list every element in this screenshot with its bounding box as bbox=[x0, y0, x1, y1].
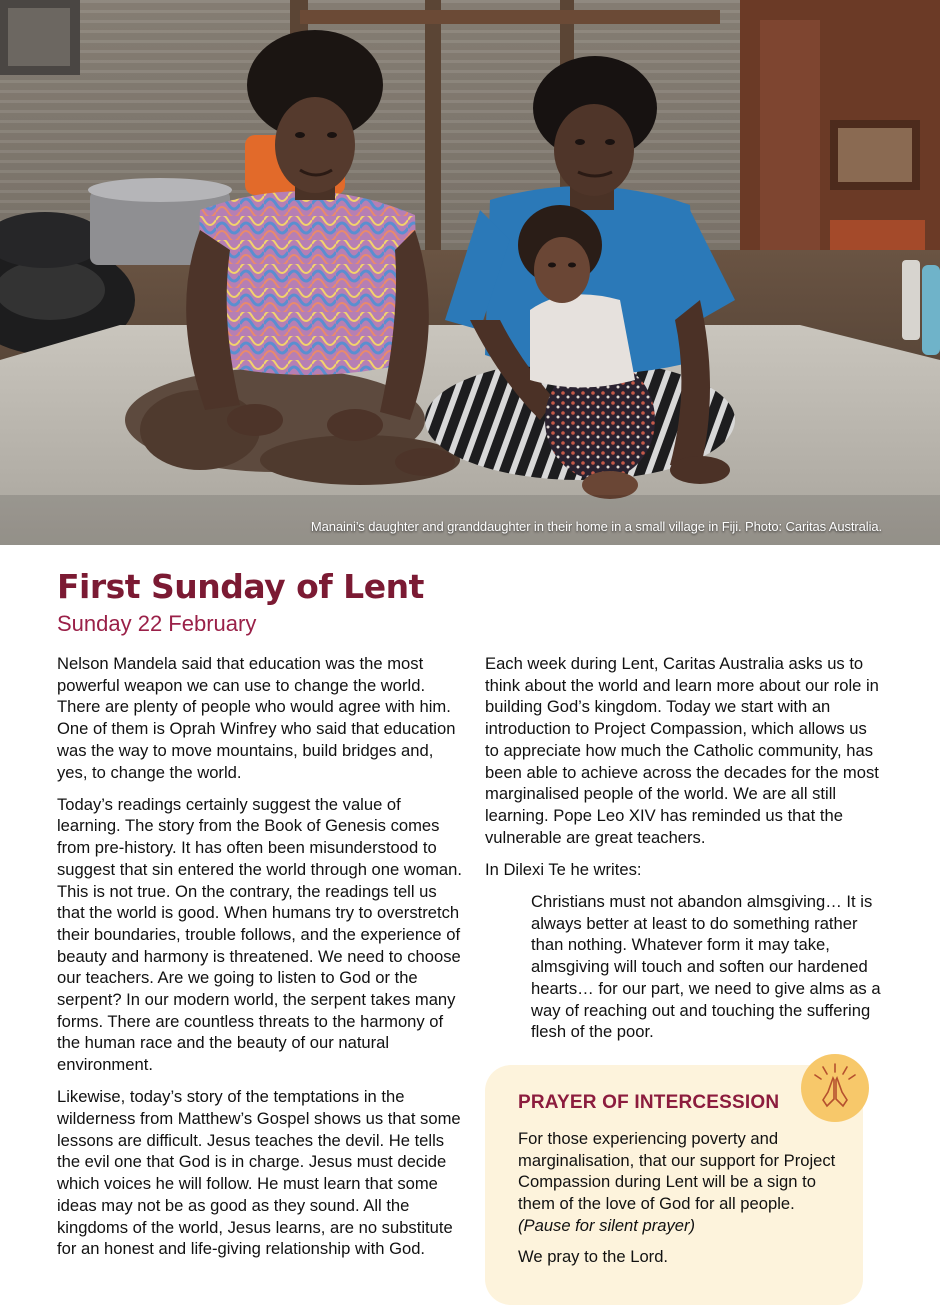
paragraph: Each week during Lent, Caritas Australia asks us to think about the world and learn more about our role in building God’s kingdom. Today we start with an introduction to Project Compassion, which allows us to appreciate how much the Catholic community, has been able to achieve across the decades for the most marginalised people of the world. We are all still learning. Pope Leo XIV has reminded us that the vulnerable are great teachers. bbox=[485, 654, 879, 847]
page-subtitle: Sunday 22 February bbox=[57, 611, 257, 636]
photo-caption: Manaini’s daughter and granddaughter in their home in a small village in Fiji. Photo: Caritas Australia. bbox=[310, 519, 882, 534]
prayer-pause: (Pause for silent prayer) bbox=[518, 1215, 696, 1235]
family-photo-illustration bbox=[0, 0, 940, 545]
paragraph: Nelson Mandela said that education was the most powerful weapon we can use to change the world. There are plenty of people who would agree with him. One of them is Oprah Winfrey who said that education was the way to move mountains, build bridges and, yes, to change the world. bbox=[57, 654, 456, 782]
prayer-text bbox=[518, 1128, 838, 1237]
paragraph: In Dilexi Te he writes: bbox=[485, 859, 642, 879]
prayer-body bbox=[518, 1128, 838, 1276]
prayer-response: We pray to the Lord. bbox=[518, 1246, 669, 1266]
paragraph: Likewise, today’s story of the temptations in the wilderness from Matthew’s Gospel shows us that some lessons are difficult. Jesus teaches the devil. He tells the evil one that God is in charge. Jesus must decide which voices he will follow. He must learn that some ideas may not be as good as they sound. All the kingdoms of the world, Jesus learns, are no substitute for an honest and life-giving relationship with God. bbox=[57, 1087, 461, 1259]
praying-hands-icon bbox=[801, 1054, 869, 1122]
hero-photo bbox=[0, 0, 940, 545]
paragraph: Today’s readings certainly suggest the value of learning. The story from the Book of Genesis comes from pre-history. It has often been misunderstood to suggest that sin entered the world through one woman. This is not true. On the contrary, the readings tell us that the world is good. When humans try to overstretch their boundaries, trouble follows, and the experience of beauty and harmony is threatened. We need to choose our teachers. Are we going to listen to God or the serpent? In our modern world, the serpent takes many forms. There are countless threats to the harmony of the human race and the beauty of our natural environment. bbox=[57, 794, 462, 1075]
left-column bbox=[57, 653, 462, 1270]
prayer-heading: PRAYER OF INTERCESSION bbox=[518, 1092, 780, 1113]
praying-hands-icon-svg bbox=[801, 1054, 869, 1122]
block-quote: Christians must not abandon almsgiving… It is always better at least to do something rather than nothing. Whatever form it may take, almsgiving will touch and soften our hardened hearts… for our part, we need to give alms as a way of reaching out and touching the suffering flesh of the poor. bbox=[531, 892, 881, 1042]
right-column bbox=[485, 653, 885, 1043]
page-title: First Sunday of Lent bbox=[57, 567, 424, 606]
prayer-intention: For those experiencing poverty and marginalisation, that our support for Project Compassion during Lent will be a sign to them of the love of God for all people. bbox=[518, 1129, 836, 1214]
